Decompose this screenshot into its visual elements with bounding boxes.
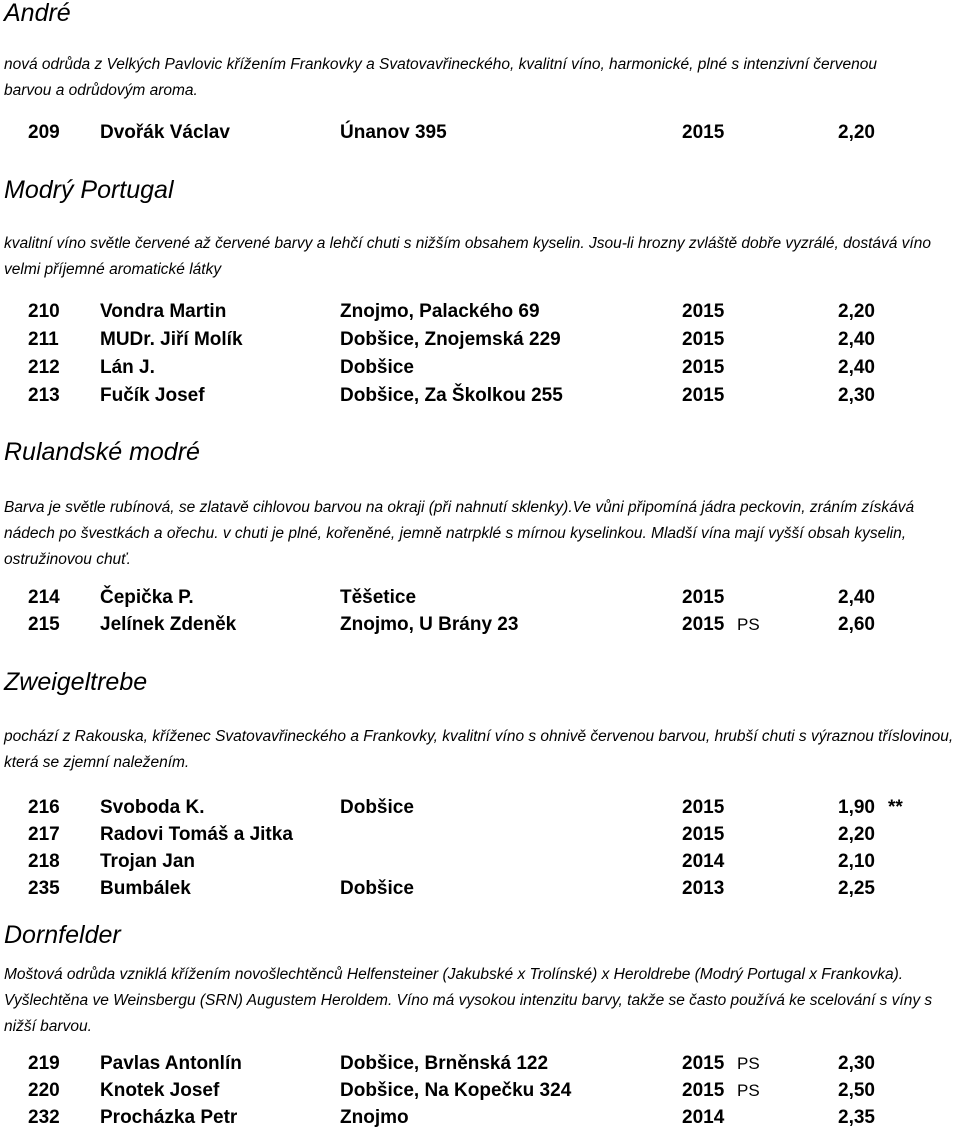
row-price: 2,20 (838, 824, 875, 845)
row-year: 2015 (682, 824, 725, 845)
row-price: 2,20 (838, 301, 875, 322)
row-note-mark: ** (888, 797, 903, 818)
row-year: 2013 (682, 878, 725, 899)
row-number: 220 (28, 1080, 60, 1101)
row-grower: Svoboda K. (100, 797, 205, 818)
row-number: 216 (28, 797, 60, 818)
row-place: Dobšice, Brněnská 122 (340, 1053, 549, 1074)
row-year: 2015 (682, 122, 725, 143)
row-place: Dobšice, Na Kopečku 324 (340, 1080, 572, 1101)
row-year: 2015 (682, 301, 725, 322)
row-year: 2015 (682, 329, 725, 350)
row-grower: Dvořák Václav (100, 122, 230, 143)
row-price: 2,40 (838, 357, 875, 378)
section-title-dornfelder: Dornfelder (4, 921, 121, 949)
row-number: 219 (28, 1053, 60, 1074)
row-place: Znojmo, Palackého 69 (340, 301, 540, 322)
section-title-zweigeltrebe: Zweigeltrebe (4, 668, 148, 696)
row-price: 2,40 (838, 587, 875, 608)
table-row (0, 794, 960, 821)
row-number: 218 (28, 851, 60, 872)
table-row (0, 298, 960, 325)
row-price: 1,90 (838, 797, 875, 818)
row-year: 2015 (682, 1053, 725, 1074)
section-description-rulandske-modre: Barva je světle rubínová, se zlatavě cihlovou barvou na okraji (při nahnutí sklenky).Ve vůni připomíná jádra peckovin, zráním získává nádech po švestkách a ořechu. v chuti je plné, kořeněné, jemně natrpklé s mírnou kyselinkou. Mladší vína mají vyšší obsah kyselin, ostružinovou chuť. (4, 499, 915, 568)
row-grower: Pavlas Antonlín (100, 1053, 242, 1074)
row-year: 2014 (682, 851, 725, 872)
row-place: Únanov 395 (340, 122, 447, 143)
row-year: 2015 (682, 357, 725, 378)
row-number: 213 (28, 385, 60, 406)
row-year: 2014 (682, 1107, 725, 1128)
table-row (0, 382, 960, 409)
table-row (0, 848, 960, 875)
row-number: 211 (28, 329, 59, 350)
section-title-rulandske-modre: Rulandské modré (4, 438, 200, 466)
row-number: 235 (28, 878, 60, 899)
row-grower: Radovi Tomáš a Jitka (100, 824, 293, 845)
row-price: 2,30 (838, 385, 875, 406)
row-year: 2015 (682, 797, 725, 818)
row-grower: Čepička P. (100, 587, 194, 608)
table-row (0, 875, 960, 902)
row-year: 2015 (682, 587, 725, 608)
row-number: 210 (28, 301, 60, 322)
table-row (0, 821, 960, 848)
table-row (0, 611, 960, 638)
row-grower: MUDr. Jiří Molík (100, 329, 243, 350)
section-title-andre: André (4, 0, 71, 27)
row-grower: Fučík Josef (100, 385, 205, 406)
row-grower: Trojan Jan (100, 851, 196, 872)
row-place: Znojmo (340, 1107, 409, 1128)
row-number: 212 (28, 357, 60, 378)
row-place: Znojmo, U Brány 23 (340, 614, 519, 635)
table-row (0, 1050, 960, 1077)
row-year: 2015 (682, 1080, 725, 1101)
row-price: 2,50 (838, 1080, 875, 1101)
row-year: 2015 (682, 385, 725, 406)
row-place: Dobšice (340, 878, 414, 899)
section-description-dornfelder: Moštová odrůda vzniklá křížením novošlechtěnců Helfensteiner (Jakubské x Trolínské) x Heroldrebe (Modrý Portugal x Frankovka). Vyšlechtěna ve Weinsbergu (SRN) Augustem Heroldem. Víno má vysokou intenzitu barvy, takže se často používá ke scelování s víny s nižší barvou. (4, 966, 933, 1035)
section-description-zweigeltrebe: pochází z Rakouska, kříženec Svatovavřineckého a Frankovky, kvalitní víno s ohnivě červenou barvou, hrubší chuti s výraznou tříslovinou, která se zjemní naležením. (4, 728, 954, 771)
row-price: 2,20 (838, 122, 875, 143)
row-number: 209 (28, 122, 60, 143)
row-grower: Bumbálek (100, 878, 191, 899)
row-price: 2,60 (838, 614, 875, 635)
row-price: 2,35 (838, 1107, 875, 1128)
table-row (0, 1104, 960, 1131)
section-title-modry-portugal: Modrý Portugal (4, 176, 174, 204)
table-row (0, 119, 960, 146)
row-ps-mark: PS (737, 615, 760, 634)
row-place: Dobšice, Za Školkou 255 (340, 385, 563, 406)
row-number: 215 (28, 614, 60, 635)
row-year: 2015 (682, 614, 725, 635)
row-number: 232 (28, 1107, 60, 1128)
row-grower: Procházka Petr (100, 1107, 238, 1128)
row-ps-mark: PS (737, 1081, 760, 1100)
row-number: 217 (28, 824, 60, 845)
table-row (0, 1077, 960, 1104)
row-price: 2,25 (838, 878, 875, 899)
table-row (0, 584, 960, 611)
row-number: 214 (28, 587, 60, 608)
row-grower: Vondra Martin (100, 301, 227, 322)
row-ps-mark: PS (737, 1054, 760, 1073)
section-description-modry-portugal: kvalitní víno světle červené až červené barvy a lehčí chuti s nižším obsahem kyselin. Jsou-li hrozny zvláště dobře vyzrálé, dostává víno velmi příjemné aromatické látky (4, 235, 931, 278)
row-grower: Lán J. (100, 357, 155, 378)
row-place: Dobšice (340, 357, 414, 378)
row-place: Dobšice (340, 797, 414, 818)
row-grower: Jelínek Zdeněk (100, 614, 237, 635)
row-price: 2,40 (838, 329, 875, 350)
row-grower: Knotek Josef (100, 1080, 220, 1101)
table-row (0, 326, 960, 353)
section-description-andre: nová odrůda z Velkých Pavlovic křížením Frankovky a Svatovavřineckého, kvalitní víno, harmonické, plné s intenzivní červenou barvou a odrůdovým aroma. (4, 56, 878, 99)
table-row (0, 354, 960, 381)
row-place: Dobšice, Znojemská 229 (340, 329, 561, 350)
row-place: Těšetice (340, 587, 417, 608)
row-price: 2,10 (838, 851, 875, 872)
row-price: 2,30 (838, 1053, 875, 1074)
